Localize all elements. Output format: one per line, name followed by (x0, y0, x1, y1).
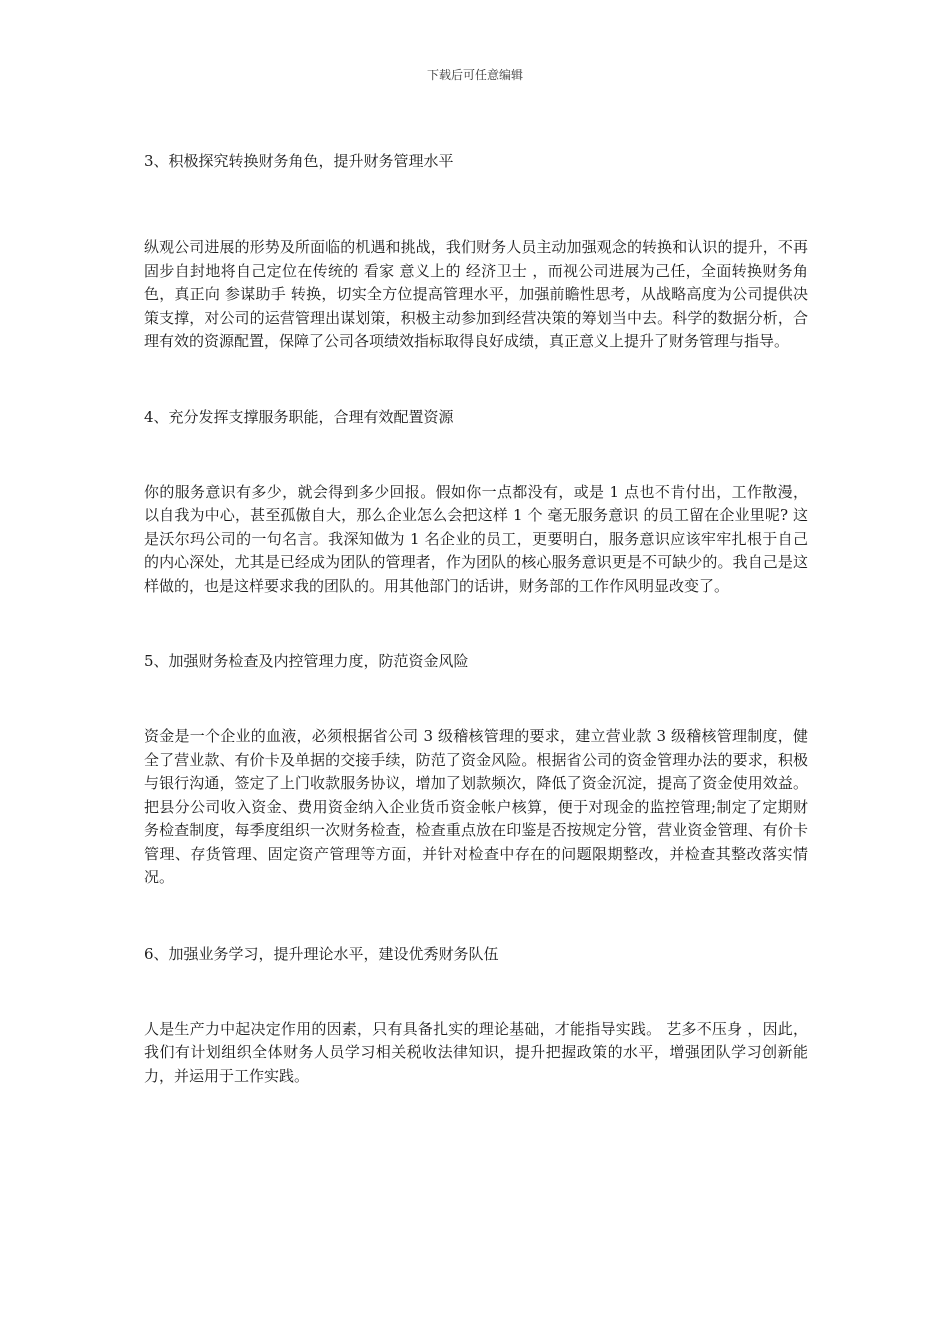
section-paragraph-5: 资金是一个企业的血液，必须根据省公司 3 级稽核管理的要求，建立营业款 3 级稽核管理制度，健全了营业款、有价卡及单据的交接手续，防范了资金风险。根据省公司的资金管理办法的要求，积极与银行沟通，签定了上门收款服务协议，增加了划款频次，降低了资金沉淀，提高了资金使用效益。把县分公司收入资金、费用资金纳入企业货币资金帐户核算，便于对现金的监控管理;制定了定期财务检查制度，每季度组织一次财务检查，检查重点放在印鉴是否按规定分管，营业资金管理、有价卡管理、存货管理、固定资产管理等方面，并针对检查中存在的问题限期整改，并检查其整改落实情况。 (144, 727, 808, 886)
section-heading-6: 6、加强业务学习，提升理论水平，建设优秀财务队伍 (144, 944, 499, 963)
section-heading-5: 5、加强财务检查及内控管理力度，防范资金风险 (144, 652, 469, 670)
section-heading-3: 3、积极探究转换财务角色，提升财务管理水平 (144, 152, 454, 170)
document-body (144, 150, 808, 1088)
section-paragraph-3: 纵观公司进展的形势及所面临的机遇和挑战，我们财务人员主动加强观念的转换和认识的提升，不再固步自封地将自己定位在传统的 看家 意义上的 经济卫士 ，而视公司进展为己任，全面转换财务角色，真正向 参谋助手 转换，切实全方位提高管理水平，加强前瞻性思考，从战略高度为公司提供决策支撑，对公司的运营管理出谋划策，积极主动参加到经营决策的筹划当中去。科学的数据分析，合理有效的资源配置，保障了公司各项绩效指标取得良好成绩，真正意义上提升了财务管理与指导。 (144, 238, 808, 350)
section-heading-4: 4、充分发挥支撑服务职能，合理有效配置资源 (144, 407, 454, 426)
section-paragraph-6: 人是生产力中起决定作用的因素，只有具备扎实的理论基础，才能指导实践。 艺多不压身 ，因此，我们有计划组织全体财务人员学习相关税收法律知识，提升把握政策的水平，增强团队学习创新能力，并运用于工作实践。 (144, 1019, 808, 1085)
page-header-note: 下载后可任意编辑 (426, 68, 523, 82)
section-paragraph-4: 你的服务意识有多少，就会得到多少回报。假如你一点都没有，或是 1 点也不肯付出，工作散漫，以自我为中心，甚至孤傲自大，那么企业怎么会把这样 1 个 毫无服务意识 的员工留在企业里呢? 这是沃尔玛公司的一句名言。我深知做为 1 名企业的员工，更要明白，服务意识应该牢牢扎根于自己的内心深处，尤其是已经成为团队的管理者，作为团队的核心服务意识更是不可缺少的。我自己是这样做的，也是这样要求我的团队的。用其他部门的话讲，财务部的工作作风明显改变了。 (144, 482, 808, 595)
